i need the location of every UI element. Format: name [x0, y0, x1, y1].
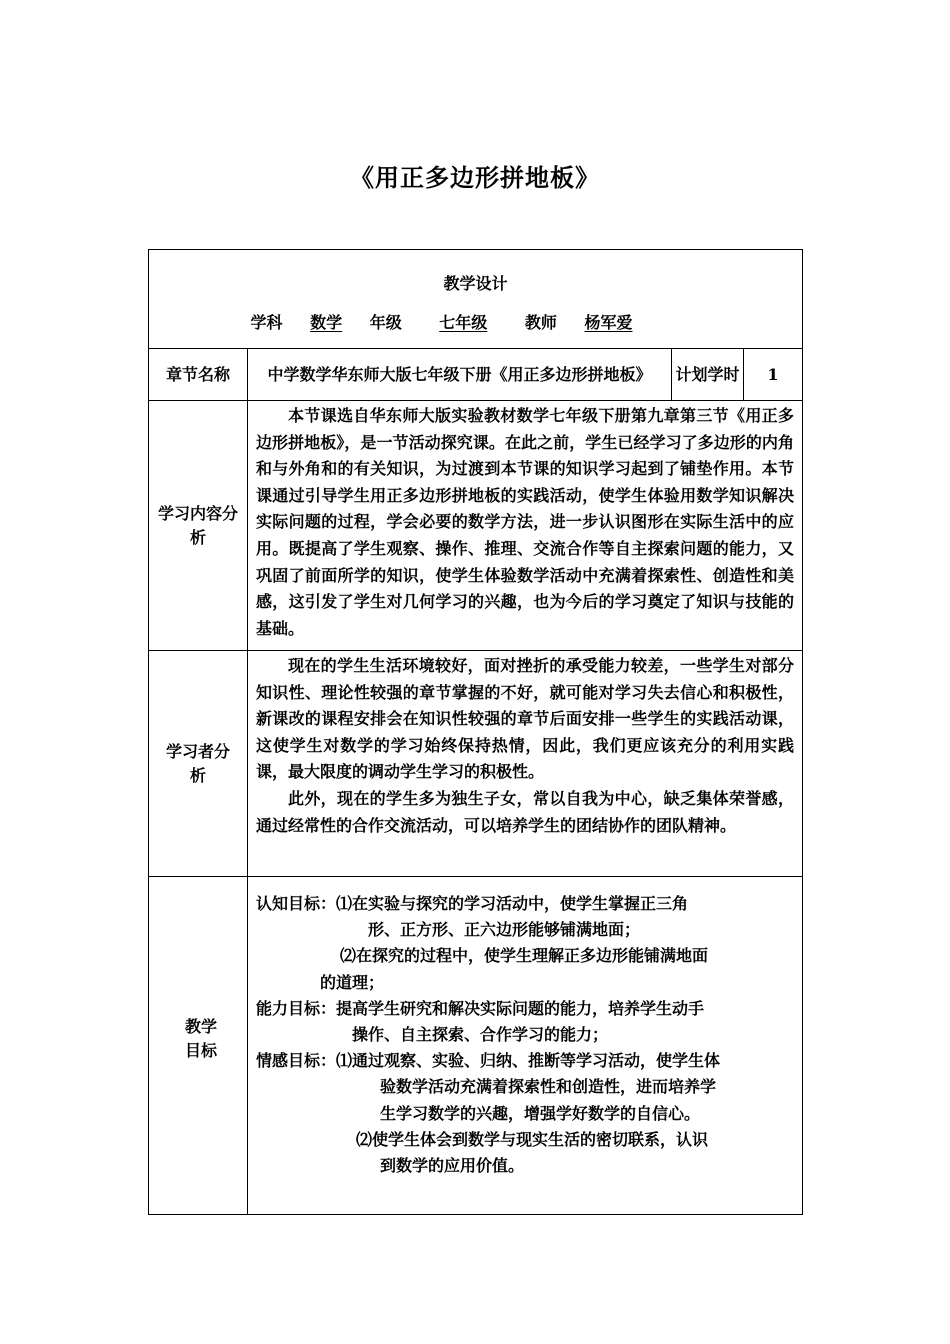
grade-label: 年级	[369, 313, 402, 332]
goal-line: 操作、自主探索、合作学习的能力；	[352, 1025, 609, 1045]
header-row	[149, 250, 803, 349]
goal-line: 认知目标：⑴在实验与探究的学习活动中，使学生掌握正三角	[256, 894, 689, 913]
content-analysis-label-cell	[149, 401, 248, 651]
goal-line: 到数学的应用价值。	[380, 1156, 525, 1176]
content-analysis-row	[149, 401, 803, 651]
table-heading: 教学设计	[443, 274, 508, 293]
planned-hours-label: 计划学时	[672, 349, 744, 401]
teaching-goals-text-cell	[248, 877, 803, 1215]
teaching-goals-row	[149, 877, 803, 1215]
lesson-plan-table	[148, 249, 803, 1215]
content-analysis-label: 学习内容分析	[157, 503, 238, 547]
grade-value: 七年级	[439, 313, 488, 332]
goal-line: 情感目标：⑴通过观察、实验、归纳、推断等学习活动，使学生体	[256, 1051, 721, 1071]
goal-line: ⑵使学生体会到数学与现实生活的密切联系，认识	[356, 1129, 709, 1149]
teaching-goals-label: 教学目标	[184, 1016, 217, 1060]
subject-label: 学科	[250, 313, 283, 332]
document-title: 《用正多边形拼地板》	[350, 163, 600, 192]
teacher-label: 教师	[524, 313, 557, 332]
content-analysis-text: 本节课选自华东师大版实验教材数学七年级下册第九章第三节《用正多边形拼地板》，是一节活动探究课。在此之前，学生已经学习了多边形的内角和与外角和的有关知识，为过渡到本节课的知识学习起到了铺垫作用。本节课通过引导学生用正多边形拼地板的实践活动，使学生体验用数学知识解决实际问题的过程，学会必要的数学方法，进一步认识图形在实际生活中的应用。既提高了学生观察、操作、推理、交流合作等自主探索问题的能力，又巩固了前面所学的知识，使学生体验数学活动中充满着探索性、创造性和美感，这引发了学生对几何学习的兴趣，也为今后的学习奠定了知识与技能的基础。	[256, 406, 794, 638]
teacher-value: 杨军爱	[584, 313, 633, 332]
content-analysis-text-cell	[248, 401, 803, 651]
learner-analysis-para-2: 此外，现在的学生多为独生子女，常以自我为中心，缺乏集体荣誉感，通过经常性的合作交流活动，可以培养学生的团结协作的团队精神。	[256, 788, 794, 835]
learner-analysis-label: 学习者分析	[165, 741, 230, 785]
goal-line: 生学习数学的兴趣，增强学好数学的自信心。	[380, 1103, 701, 1123]
goal-line: 验数学活动充满着探索性和创造性，进而培养学	[380, 1077, 717, 1097]
learner-analysis-para-1: 现在的学生生活环境较好，面对挫折的承受能力较差，一些学生对部分知识性、理论性较强的章节掌握的不好，就可能对学习失去信心和积极性，新课改的课程安排会在知识性较强的章节后面安排一些学生的实践活动课，这使学生对数学的学习始终保持热情，因此，我们更应该充分的利用实践课，最大限度的调动学生学习的积极性。	[256, 656, 794, 782]
info-line	[149, 310, 802, 333]
chapter-row	[149, 349, 803, 401]
planned-hours-value: 1	[744, 349, 803, 401]
header-cell	[149, 250, 803, 349]
learner-analysis-row	[149, 651, 803, 877]
goal-line: 能力目标：提高学生研究和解决实际问题的能力，培养学生动手	[256, 998, 705, 1018]
learner-analysis-text-cell	[248, 651, 803, 877]
goal-line: 形、正方形、正六边形能够铺满地面；	[368, 920, 641, 940]
goal-line: ⑵在探究的过程中，使学生理解正多边形能铺满地面	[340, 946, 709, 966]
chapter-label: 章节名称	[149, 349, 248, 401]
teaching-goals-label-cell	[149, 877, 248, 1215]
learner-analysis-label-cell	[149, 651, 248, 877]
subject-value: 数学	[310, 313, 343, 332]
goal-line: 的道理；	[320, 972, 385, 992]
chapter-value: 中学数学华东师大版七年级下册《用正多边形拼地板》	[248, 349, 672, 401]
